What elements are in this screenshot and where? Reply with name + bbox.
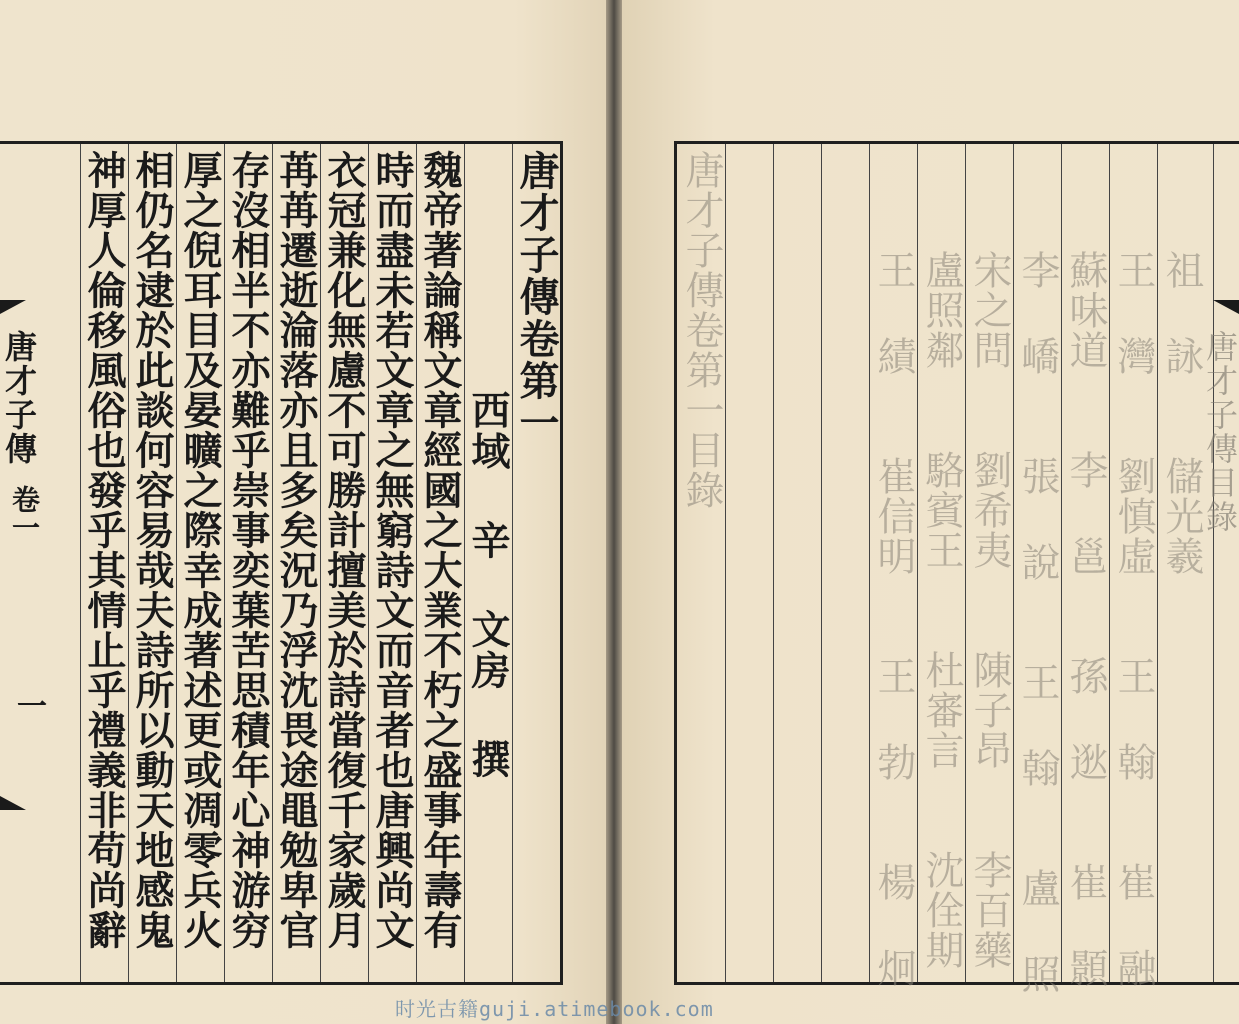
volume-title: 唐才子傳卷第一 bbox=[513, 150, 560, 444]
site-watermark: 时光古籍guji.atimebook.com bbox=[395, 997, 714, 1021]
ghost-column-2 bbox=[869, 144, 917, 988]
fishtail-mark-bottom bbox=[0, 796, 26, 810]
ghost-column-6 bbox=[1061, 144, 1109, 988]
bleed-through-line: 王 灣 劉慎虛 王 翰 崔 融 bbox=[1111, 250, 1156, 988]
margin-volume-label: 卷一 bbox=[8, 485, 41, 541]
right-margin-book-title: 唐才子傳目錄 bbox=[1201, 330, 1239, 534]
text-column-8 bbox=[80, 144, 128, 982]
body-line: 存沒相半不亦難乎崇事奕葉苦思積年心神游穷 bbox=[225, 150, 271, 950]
body-line: 衣冠兼化無慮不可勝計擅美於詩當復千家歲月 bbox=[321, 150, 367, 950]
body-line: 神厚人倫移風俗也發乎其情止乎禮義非苟尚辭 bbox=[81, 150, 127, 950]
ghost-column-empty-3 bbox=[725, 144, 773, 982]
author-line: 西域 辛 文房 撰 bbox=[465, 390, 511, 780]
ghost-title-column bbox=[677, 144, 725, 982]
body-line: 苒苒遷逝淪落亦且多矣況乃浮沈畏途黽勉卑官 bbox=[273, 150, 319, 950]
bleed-through-line: 李 嶠 張 說 王 翰 盧 照 bbox=[1015, 250, 1060, 994]
bleed-through-title: 唐才子傳卷第一目錄 bbox=[679, 150, 724, 510]
body-line: 魏帝著論稱文章經國之大業不朽之盛事年壽有 bbox=[417, 150, 463, 950]
bleed-through-line: 王 績 崔信明 王 勃 楊 炯 bbox=[871, 250, 916, 988]
text-column-5 bbox=[224, 144, 272, 982]
text-column-7 bbox=[128, 144, 176, 982]
text-column-1 bbox=[416, 144, 464, 982]
text-column-4 bbox=[272, 144, 320, 982]
bleed-through-line: 盧照鄰 駱賓王 杜審言 沈佺期 bbox=[919, 250, 964, 970]
ghost-column-8 bbox=[1157, 144, 1205, 982]
text-column-3 bbox=[320, 144, 368, 982]
fishtail-mark-top bbox=[0, 300, 26, 314]
left-text-frame bbox=[0, 141, 563, 985]
body-line: 相仍名逮於此談何容易哉夫詩所以動天地感鬼 bbox=[129, 150, 175, 950]
ghost-column-5 bbox=[1013, 144, 1061, 994]
right-margin-strip bbox=[1213, 144, 1239, 982]
ghost-column-7 bbox=[1109, 144, 1157, 988]
body-line: 厚之倪耳目及晏曠之際幸成著述更或凋零兵火 bbox=[177, 150, 223, 950]
bleed-through-line: 祖 詠 儲光羲 bbox=[1159, 250, 1204, 576]
bleed-through-line: 蘇味道 李 邕 孫 逖 崔 顥 bbox=[1063, 250, 1108, 988]
ghost-column-empty-1 bbox=[821, 144, 869, 982]
text-column-6 bbox=[176, 144, 224, 982]
author-column bbox=[464, 144, 512, 982]
right-page bbox=[622, 0, 1239, 1024]
text-column-2 bbox=[368, 144, 416, 982]
margin-strip bbox=[0, 144, 80, 982]
body-line: 時而盡未若文章之無窮詩文而音者也唐興尚文 bbox=[369, 150, 415, 950]
left-page bbox=[0, 0, 606, 1024]
ghost-column-3 bbox=[917, 144, 965, 982]
bleed-through-line: 宋之問 劉希夷 陳子昂 李百藥 bbox=[967, 250, 1012, 970]
title-column bbox=[512, 144, 560, 982]
ghost-column-4 bbox=[965, 144, 1013, 982]
page-number: 一 bbox=[11, 690, 46, 720]
right-text-frame bbox=[674, 141, 1239, 994]
fishtail-mark-top-right bbox=[1213, 300, 1239, 314]
margin-book-title: 唐才子傳 bbox=[0, 330, 38, 466]
book-gutter bbox=[606, 0, 622, 1024]
ghost-column-empty-2 bbox=[773, 144, 821, 982]
